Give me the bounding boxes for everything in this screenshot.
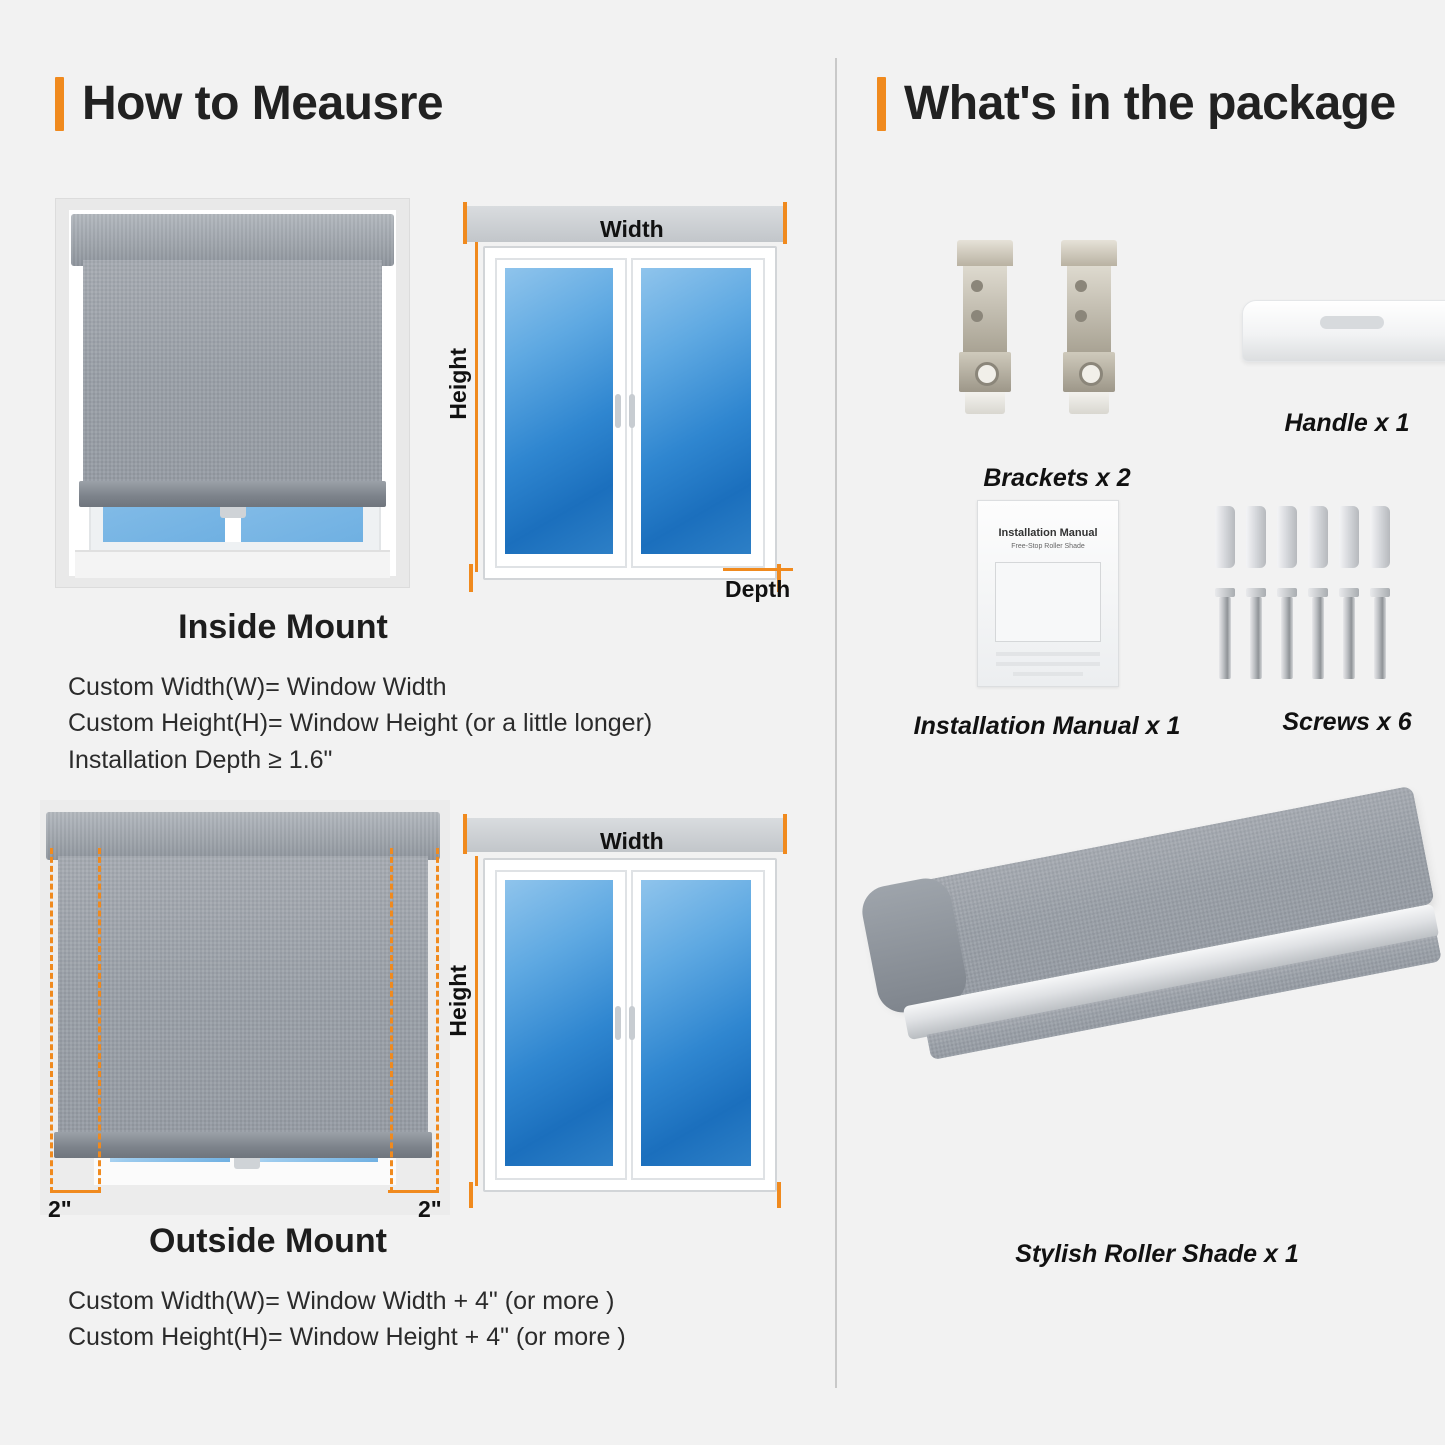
outside-mount-title: Outside Mount — [149, 1222, 387, 1260]
inside-mount-title: Inside Mount — [178, 608, 388, 646]
wall-anchor-icon — [1308, 506, 1328, 568]
wall-anchor-icon — [1215, 506, 1235, 568]
package-title: What's in the package — [904, 77, 1396, 130]
overhang-dash-right-inner — [390, 848, 393, 1193]
screws-label: Screws x 6 — [1282, 708, 1412, 736]
tick-height — [475, 242, 478, 572]
brackets-label: Brackets x 2 — [983, 464, 1131, 492]
inside-depth-label: Depth — [725, 576, 791, 602]
screw-icon — [1277, 588, 1297, 679]
inside-mount-line-1: Custom Width(W)= Window Width — [68, 673, 447, 701]
wall-anchor-icon — [1246, 506, 1266, 568]
bracket-icon — [1057, 240, 1121, 415]
package-item-manual — [897, 500, 1197, 741]
screw-icon — [1370, 588, 1390, 679]
overhang-dash-right — [436, 848, 439, 1193]
how-to-measure-title: How to Meausre — [82, 77, 444, 130]
inside-height-label: Height — [445, 348, 471, 420]
inside-mount-caption — [68, 608, 808, 778]
package-item-handle — [1192, 230, 1445, 438]
accent-bar — [55, 77, 64, 131]
tick-top-right — [783, 202, 787, 244]
package-item-brackets — [917, 230, 1197, 493]
handle-icon — [1242, 300, 1445, 362]
tick-top-left — [463, 202, 467, 244]
wall-anchor-icon — [1339, 506, 1359, 568]
tick-depth — [723, 568, 793, 571]
overhang-dash-left-inner — [98, 848, 101, 1193]
screw-icon — [1308, 588, 1328, 679]
manual-icon — [977, 500, 1119, 687]
screw-icon — [1246, 588, 1266, 679]
package-heading — [877, 76, 1396, 131]
wall-anchor-icon — [1370, 506, 1390, 568]
outside-mount-line-1: Custom Width(W)= Window Width + 4" (or more ) — [68, 1287, 615, 1315]
screw-icon — [1339, 588, 1359, 679]
package-contents-section — [837, 0, 1445, 1445]
overhang-left-label: 2" — [48, 1196, 72, 1222]
outside-mount-caption — [68, 1222, 808, 1356]
inside-mount-line-2: Custom Height(H)= Window Height (or a little longer) — [68, 709, 653, 738]
inside-mount-dimension-diagram — [445, 198, 795, 602]
wall-anchor-icon — [1277, 506, 1297, 568]
package-item-screws — [1197, 500, 1445, 737]
inside-mount-illustration — [55, 198, 410, 588]
outside-mount-illustration — [40, 800, 450, 1222]
inside-width-label: Width — [600, 216, 664, 242]
accent-bar — [877, 77, 886, 131]
outside-mount-line-2: Custom Height(H)= Window Height + 4" (or more ) — [68, 1323, 626, 1352]
outside-mount-dimension-diagram — [445, 800, 795, 1200]
inside-mount-line-3: Installation Depth ≥ 1.6" — [68, 745, 333, 774]
package-item-roller-shade — [877, 850, 1445, 1270]
manual-label: Installation Manual x 1 — [913, 712, 1181, 740]
how-to-measure-heading — [55, 76, 443, 131]
outside-width-label: Width — [600, 828, 664, 854]
tick-bottom-left — [469, 564, 473, 592]
handle-label: Handle x 1 — [1284, 409, 1410, 437]
manual-cover-title: Installation Manual — [998, 527, 1098, 539]
overhang-right-label: 2" — [418, 1196, 442, 1222]
outside-height-label: Height — [445, 965, 471, 1037]
roller-shade-icon — [858, 766, 1445, 1167]
overhang-dash-left — [50, 848, 53, 1193]
screw-icon — [1215, 588, 1235, 679]
roller-shade-label: Stylish Roller Shade x 1 — [1015, 1240, 1299, 1268]
bracket-icon — [953, 240, 1017, 415]
manual-cover-subtitle: Free-Stop Roller Shade — [1011, 543, 1085, 550]
